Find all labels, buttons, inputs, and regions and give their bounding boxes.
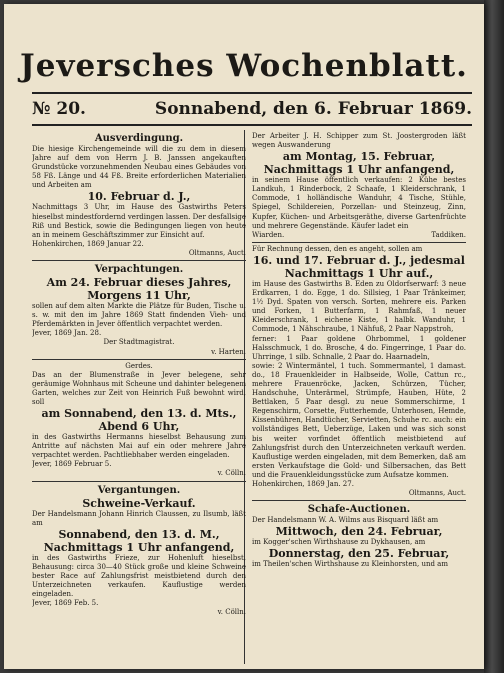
notice-place: Hohenkirchen, 1869 Jan. 27. bbox=[252, 480, 354, 488]
notice-signer: v. Harten. bbox=[211, 347, 246, 356]
notice-place: Jever, 1869 Jan. 28. bbox=[32, 329, 102, 338]
notice-signer: v. Cölln. bbox=[217, 469, 246, 478]
notice-date: 10. Februar d. J., bbox=[87, 190, 191, 204]
notice-date: Donnerstag, den 25. Februar, bbox=[268, 547, 450, 561]
section-heading: Schafe-Auctionen. bbox=[307, 504, 411, 516]
right-column bbox=[252, 132, 466, 664]
notice-text: im Kogger'schen Wirthshause zu Dykhausen, am bbox=[252, 538, 426, 547]
notice-org: Der Stadtmagistrat. bbox=[103, 338, 175, 347]
notice-date: am Montag, 15. Februar, Nachmittags 1 Uhr anfangend, bbox=[263, 150, 455, 177]
notice-text: Nachmittags 3 Uhr, im Hause des Gastwirths Peters hieselbst mindestfordernd verdingen lassen. Der desfallsige Riß und Bestick, sowie die Bedingungen liegen von heute an in meinem Geschäftszimmer zur Einsicht auf. bbox=[32, 203, 246, 239]
notice-separator bbox=[32, 260, 246, 261]
notice-text: Der Handelsmann W. A. Wilms aus Bisquard läßt am bbox=[252, 516, 439, 525]
notice-text: Der Handelsmann Johann Hinrich Claussen, zu Ilsumb, läßt am bbox=[32, 509, 246, 527]
notice-signer: Oltmanns, Auct. bbox=[188, 248, 246, 257]
header-rule-top bbox=[32, 92, 472, 94]
notice-place: Jever, 1869 Feb. 5. bbox=[32, 599, 99, 608]
notice-text: im Theilen'schen Wirthshause zu Kleinhorsten, und am bbox=[252, 560, 448, 569]
notice-text: in des Gastwirths Frieze, zur Hohenluft hieselbst, Behausung: circa 30—40 Stück große und kleine Schweine bester Race auf Zahlungsfrist meistbietend durch den Unterzeichneten verkaufen. Kauflustige werden eingeladen. bbox=[32, 553, 246, 599]
notice-text: Das an der Blumenstraße in Jever belegene, sehr geräumige Wohnhaus mit Scheune und dahinter belegenem Garten, welches zur Zeit von Heinrich Fuß bewohnt wird, soll bbox=[32, 370, 246, 406]
newspaper-page bbox=[4, 4, 484, 669]
notice-vergantungen bbox=[32, 484, 246, 618]
section-heading: Verpachtungen. bbox=[94, 264, 184, 276]
notice-text: sollen auf dem alten Markte die Plätze für Buden, Tische u. s. w. mit den im Jahre 1869 Statt findenden Vieh- und Pferdemärkten in Jever öffentlich verpachtet werden. bbox=[32, 302, 246, 329]
notice-text: Für Rechnung dessen, den es angeht, sollen am bbox=[252, 244, 423, 253]
notice-text: Der Arbeiter J. H. Schipper zum St. Joostergroden läßt wegen Auswanderung bbox=[252, 132, 466, 150]
notice-separator bbox=[32, 359, 246, 360]
issue-date: Sonnabend, den 6. Februar 1869. bbox=[154, 99, 472, 119]
notice-eden-auction bbox=[252, 245, 466, 498]
notice-date: 16. und 17. Februar d. J., jedesmal Nachmittags 1 Uhr auf., bbox=[253, 253, 465, 280]
notice-header-name: Gerdes. bbox=[125, 361, 153, 370]
masthead-title: Jeversches Wochenblatt. bbox=[20, 48, 468, 84]
book-spine bbox=[484, 0, 504, 673]
notice-text: im Hause des Gastwirths B. Eden zu Oldorfserwarf: 3 neue Erdkarren, 1 do. Egge, 1 do. Sillsieg, 1 Paar Tränkeimer, 1½ Dyd. Spaten von versch. Sorten, mehrere eis. Parken und Forken, 1 Butterfarm, 1 Rahmfaß, 1 neuer Kleiderschrank, 1 eichene Kiste, 1 halbk. Wanduhr, 1 Commode, 1 Nähschraube, 1 Nähfuß, 2 Paar Nappstroh, bbox=[252, 279, 466, 334]
notice-signer: v. Cölln. bbox=[217, 608, 246, 617]
notice-date: Sonnabend, den 13. d. M., Nachmittags 1 Uhr anfangend, bbox=[43, 527, 235, 554]
dateline bbox=[32, 99, 472, 119]
notice-place: Hohenkirchen, 1869 Januar 22. bbox=[32, 239, 144, 248]
notice-schafe-auction bbox=[252, 503, 466, 569]
header-rule-bottom bbox=[32, 124, 472, 126]
notice-verpachtung-markt bbox=[32, 263, 246, 357]
notice-separator bbox=[252, 500, 466, 501]
notice-place: Jever, 1869 Februar 5. bbox=[32, 460, 112, 469]
notice-date: Am 24. Februar dieses Jahres, Morgens 11 Uhr, bbox=[46, 276, 232, 303]
notice-date: Mittwoch, den 24. Februar, bbox=[275, 525, 443, 539]
notice-separator bbox=[32, 481, 246, 482]
notice-signer: Oltmanns, Auct. bbox=[408, 489, 466, 498]
notice-date: am Sonnabend, den 13. d. Mts., Abend 6 Uhr, bbox=[41, 407, 237, 434]
section-heading: Vergantungen. bbox=[97, 484, 181, 496]
notice-place: Wiarden. bbox=[252, 230, 285, 239]
notice-ausverdingung bbox=[32, 132, 246, 258]
notice-separator bbox=[252, 242, 466, 243]
notice-verpachtung-haus bbox=[32, 362, 246, 479]
section-heading: Ausverdingung. bbox=[94, 133, 184, 144]
notice-text: ferner: 1 Paar goldene Ohrbommel, 1 goldener Halsschmuck, 1 do. Brosche, 4 do. Fingerringe, 1 Paar do. Uhrringe, 1 silb. Schnalle, 2 Paar do. Haarnadeln, bbox=[252, 334, 466, 361]
notice-text: in seinem Hause öffentlich verkaufen: 2 Kühe bestes Landkuh, 1 Rinderbock, 2 Schaafe, 1 Kleiderschrank, 1 Commode, 1 holländische Wanduhr, 4 Tische, Stühle, Spiegel, Schildereien, Porzellan- und Steinzeug, Zinn, Kupfer, Küchen- und Arbeitsgeräthe, diverse Gartenfrüchte und mehrere Gegenstände. Käufer ladet ein bbox=[252, 176, 466, 230]
notice-text: sowie: 2 Wintermäntel, 1 tuch. Sommermantel, 1 damast. do., 18 Frauenkleider in Halbseide, Wolle, Cattun rc., mehrere Frauenröcke, Jacken, Schürzen, Tücher, Handschuhe, Unterärmel, Strümpfe, Hauben, Hüte, 2 Bettlaken, 5 Paar desgl. zu neue Sommerschirme, 1 Regenschirm, Corsette, Futterhemde, Unterhosen, Hemde, Kissenbühren, Handtücher, Servietten, Schuhe rc. auch: ein vollständiges Bett, Ueberzüge, Laken und was sich sonst bis weiter vorfindet öffentlich meistbietend auf Zahlungsfrist durch den Unterzeichneten verkauft werden. Kauflustige werden eingeladen, mit dem Bemerken, daß am ersten Verkaufstage die Gold- und Silbersachen, das Bett und die Frauenkleidungsstücke zum Aufsatze kommen. bbox=[252, 361, 466, 479]
notice-text: in des Gastwirths Hermanns hieselbst Behausung zum Antritte auf nächsten Mai auf ein oder mehrere Jahre verpachtet werden. Pachtliebhaber werden eingeladen. bbox=[32, 433, 246, 460]
notice-subheading: Schweine-Verkauf. bbox=[82, 496, 196, 510]
left-column bbox=[32, 132, 246, 664]
issue-number: № 20. bbox=[32, 99, 86, 119]
notice-schipper bbox=[252, 132, 466, 240]
notice-signature-row bbox=[252, 231, 466, 240]
notice-text: Die hiesige Kirchengemeinde will die zu dem in diesem Jahre auf dem von Herrn J. B. Janssen angekauften Grundstücke vorzunehmenden Neubau eines Gebäudes von 58 Fß. Länge und 44 Fß. Breite erforderlichen Materialien und Arbeiten am bbox=[32, 145, 246, 190]
notice-signer: Taddiken. bbox=[431, 230, 466, 239]
